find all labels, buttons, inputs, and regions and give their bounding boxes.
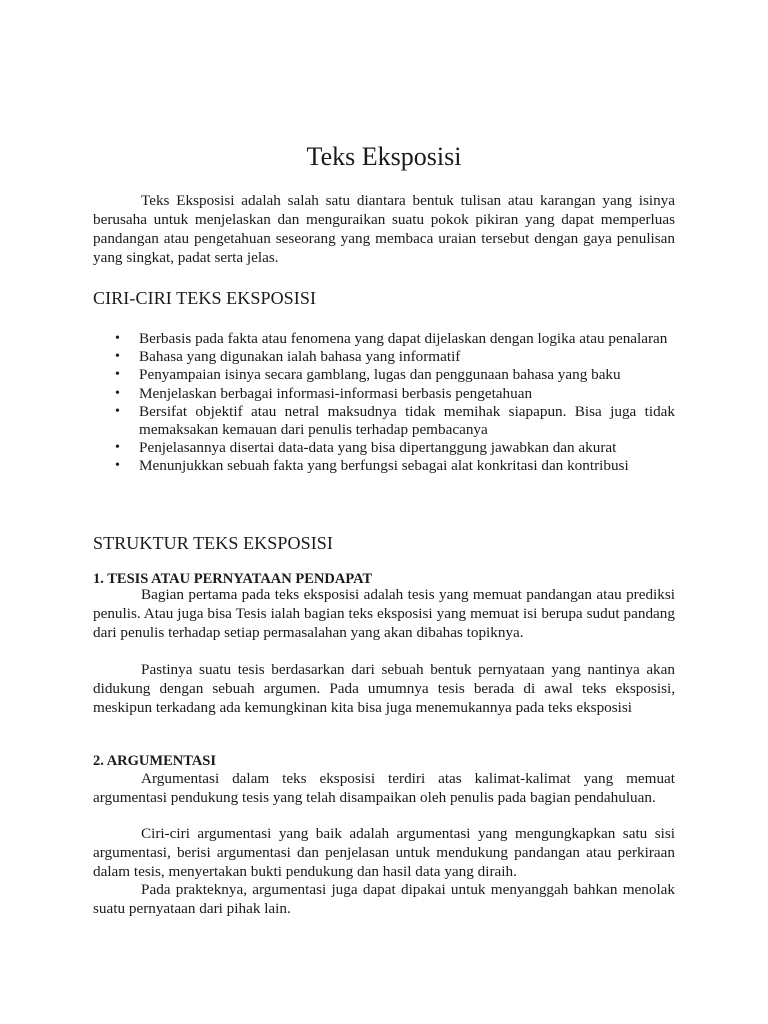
list-item: • Penjelasannya disertai data-data yang bisa dipertanggung jawabkan dan akurat (115, 439, 617, 457)
intro-paragraph: Teks Eksposisi adalah salah satu diantara bentuk tulisan atau karangan yang isinya berusaha untuk menjelaskan dan menguraikan suatu pokok pikiran yang dapat memperluas pandangan atau pengetahuan seseorang yang membaca uraian tersebut dengan gaya penulisan yang singkat, padat serta jelas. (93, 192, 675, 266)
ciri-heading: CIRI-CIRI TEKS EKSPOSISI (93, 288, 317, 308)
document-title: Teks Eksposisi (306, 142, 462, 171)
list-item: • Berbasis pada fakta atau fenomena yang dapat dijelaskan dengan logika atau penalaran (115, 330, 668, 347)
argumentasi-subheading: 2. ARGUMENTASI (93, 753, 216, 769)
tesis-subheading: 1. TESIS ATAU PERNYATAAN PENDAPAT (93, 571, 373, 587)
argumentasi-paragraph-1: Argumentasi dalam teks eksposisi terdiri atas kalimat-kalimat yang memuat argumentasi pendukung tesis yang telah disampaikan oleh penulis pada bagian pendahuluan. (93, 770, 675, 806)
argumentasi-paragraph-2: Ciri-ciri argumentasi yang baik adalah argumentasi yang mengungkapkan satu sisi argumentasi, berisi argumentasi dan penjelasan untuk mendukung pandangan atau perkiraan dalam tesis, menyertakan bukti pendukung dan hasil data yang diraih. (93, 825, 675, 880)
bullet-icon: • (115, 403, 120, 419)
argumentasi-paragraph-3: Pada prakteknya, argumentasi juga dapat dipakai untuk menyanggah bahkan menolak suatu pernyataan dari pihak lain. (93, 881, 675, 917)
list-item: • Penyampaian isinya secara gamblang, lugas dan penggunaan bahasa yang baku (115, 366, 621, 384)
ciri-list (93, 330, 675, 476)
tesis-paragraph-2: Pastinya suatu tesis berdasarkan dari sebuah bentuk pernyataan yang nantinya akan didukung dengan sebuah argumen. Pada umumnya tesis berada di awal teks eksposisi, meskipun terkadang ada kemungkinan kita bisa juga menemukannya pada teks eksposisi (93, 661, 675, 716)
list-item: • Bahasa yang digunakan ialah bahasa yang informatif (115, 348, 461, 366)
struktur-heading: STRUKTUR TEKS EKSPOSISI (93, 533, 334, 553)
bullet-icon: • (115, 367, 120, 383)
list-item: • Menjelaskan berbagai informasi-informasi berbasis pengetahuan (115, 384, 533, 402)
list-item: • Bersifat objektif atau netral maksudnya tidak memihak siapapun. Bisa juga tidak memaksakan kemauan dari penulis terhadap pembacanya (115, 402, 675, 439)
tesis-paragraph-1: Bagian pertama pada teks eksposisi adalah tesis yang memuat pandangan atau prediksi penulis. Atau juga bisa Tesis ialah bagian teks eksposisi yang memuat isi berupa sudut pandang dari penulis terhadap setiap permasalahan yang akan dibahas topiknya. (93, 586, 675, 641)
bullet-icon: • (115, 349, 120, 365)
bullet-icon: • (115, 440, 120, 456)
bullet-icon: • (115, 331, 120, 346)
bullet-icon: • (115, 385, 120, 401)
list-item: • Menunjukkan sebuah fakta yang berfungsi sebagai alat konkritasi dan kontribusi (115, 457, 629, 475)
bullet-icon: • (115, 458, 120, 474)
